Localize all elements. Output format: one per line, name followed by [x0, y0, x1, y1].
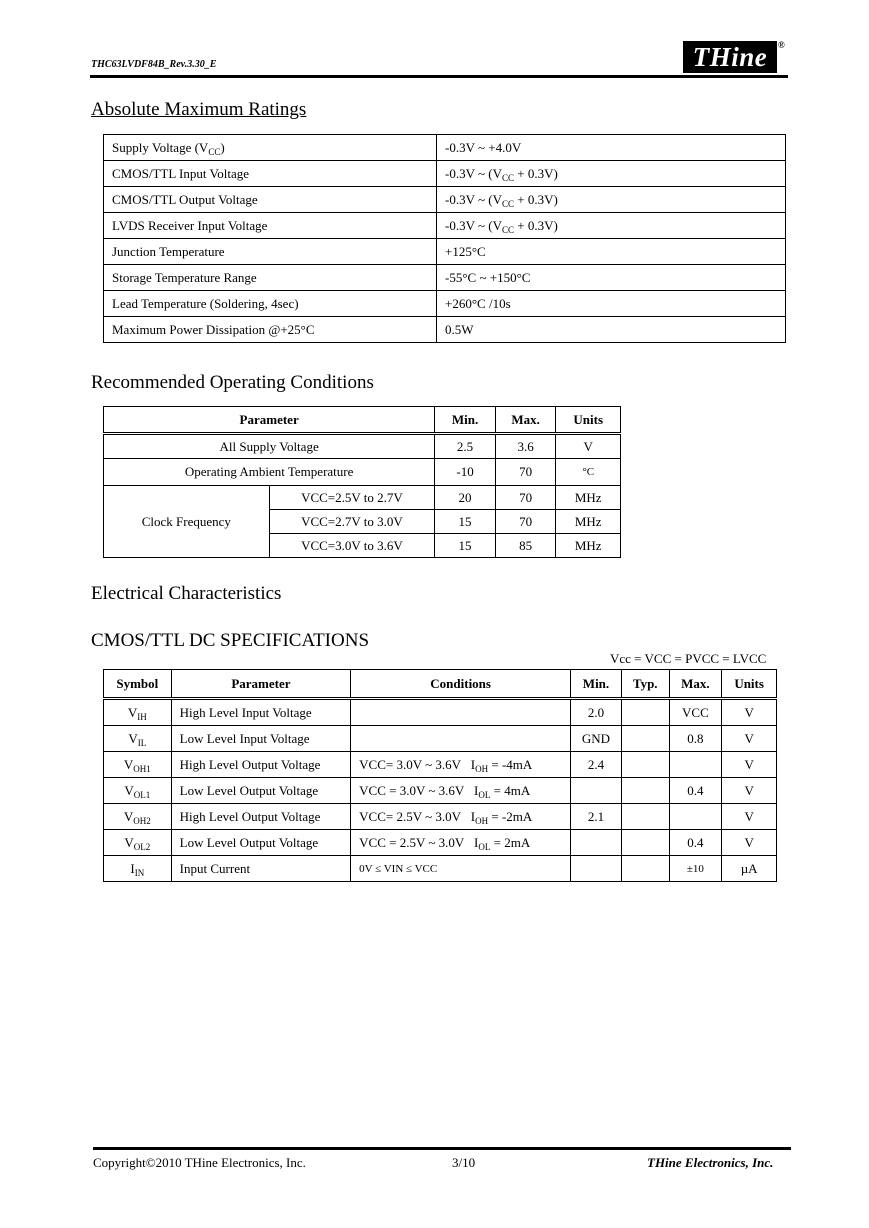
dc-header-max: Max.	[669, 670, 722, 699]
dc-typ	[621, 830, 669, 856]
abs-max-value-text: -0.3V ~ (V	[445, 191, 502, 207]
dc-conditions	[351, 752, 571, 778]
dc-conditions	[351, 778, 571, 804]
dc-conditions-text: 0V ≤ VIN ≤ VCC	[359, 862, 438, 875]
dc-symbol-text: V	[124, 782, 134, 798]
dc-typ	[621, 699, 669, 726]
roc-units: MHz	[556, 486, 621, 510]
dc-header-typ: Typ.	[621, 670, 669, 699]
abs-max-title: Absolute Maximum Ratings	[91, 99, 307, 120]
abs-max-value-text: 0.5W	[445, 321, 474, 337]
dc-conditions	[351, 804, 571, 830]
abs-max-value-text: +260°C /10s	[445, 295, 511, 311]
roc-min: -10	[435, 459, 496, 486]
registered-mark: ®	[778, 40, 785, 50]
roc-units: °C	[556, 459, 621, 486]
dc-symbol-text: V	[123, 808, 134, 824]
dc-row	[104, 804, 777, 830]
page-number: 3/10	[452, 1155, 476, 1170]
abs-max-label-text: Maximum Power Dissipation @+25°C	[112, 321, 315, 337]
dc-max: 0.4	[669, 830, 722, 856]
roc-header-parameter: Parameter	[104, 407, 435, 434]
abs-max-value-subscript: CC	[501, 172, 514, 183]
abs-max-label-suffix: )	[220, 139, 225, 155]
dc-max	[669, 752, 722, 778]
cmos-dc-title: CMOS/TTL DC SPECIFICATIONS	[91, 630, 370, 651]
abs-max-value-suffix: + 0.3V)	[514, 191, 558, 207]
roc-header-max: Max.	[495, 407, 556, 434]
company-name: THine Electronics, Inc.	[647, 1155, 774, 1170]
abs-max-row	[104, 135, 786, 161]
dc-symbol-text: V	[127, 704, 138, 720]
abs-max-label-subscript: CC	[208, 146, 221, 157]
elec-title: Electrical Characteristics	[91, 583, 282, 604]
dc-parameter: High Level Output Voltage	[171, 804, 350, 830]
dc-min: GND	[571, 726, 622, 752]
dc-units: V	[722, 804, 777, 830]
abs-max-value	[437, 135, 786, 161]
dc-symbol-subscript: OL2	[133, 841, 151, 852]
dc-row	[104, 778, 777, 804]
dc-symbol	[104, 752, 172, 778]
dc-max: 0.8	[669, 726, 722, 752]
roc-row-clock-1	[104, 486, 621, 510]
abs-max-label-text: Storage Temperature Range	[112, 269, 257, 285]
dc-typ	[621, 804, 669, 830]
abs-max-value	[437, 265, 786, 291]
roc-header-min: Min.	[435, 407, 496, 434]
abs-max-value	[437, 187, 786, 213]
roc-min: 15	[435, 534, 496, 558]
dc-min	[571, 856, 622, 882]
roc-header-units: Units	[556, 407, 621, 434]
dc-conditions-text: VCC = 3.0V ~ 3.6V	[359, 782, 465, 798]
dc-conditions-subscript: OH	[475, 763, 489, 774]
roc-cond: VCC=2.5V to 2.7V	[269, 486, 435, 510]
dc-conditions	[351, 726, 571, 752]
dc-conditions-suffix: = -4mA	[488, 756, 533, 772]
abs-max-value-text: -0.3V ~ (V	[445, 165, 502, 181]
dc-row	[104, 856, 777, 882]
dc-parameter: High Level Input Voltage	[171, 699, 350, 726]
dc-units: V	[722, 699, 777, 726]
dc-header-parameter: Parameter	[171, 670, 350, 699]
document-id: THC63LVDF84B_Rev.3.30_E	[91, 59, 217, 70]
roc-table	[103, 406, 621, 558]
roc-cond: VCC=3.0V to 3.6V	[269, 534, 435, 558]
dc-conditions-suffix: = -2mA	[488, 808, 533, 824]
roc-row-temp	[104, 459, 621, 486]
abs-max-label	[104, 135, 437, 161]
dc-typ	[621, 778, 669, 804]
dc-units: V	[722, 830, 777, 856]
dc-conditions-text: VCC = 2.5V ~ 3.0V	[359, 834, 465, 850]
abs-max-table	[103, 134, 786, 343]
abs-max-value-suffix: + 0.3V)	[514, 165, 558, 181]
dc-units: V	[722, 778, 777, 804]
abs-max-label-text: Junction Temperature	[112, 243, 225, 259]
dc-conditions-text: VCC= 3.0V ~ 3.6V	[359, 756, 462, 772]
dc-symbol	[104, 726, 172, 752]
dc-symbol-subscript: IH	[137, 711, 147, 722]
abs-max-row	[104, 161, 786, 187]
dc-units: V	[722, 726, 777, 752]
dc-header-min: Min.	[571, 670, 622, 699]
abs-max-label	[104, 187, 437, 213]
dc-max	[669, 804, 722, 830]
dc-header-row	[104, 670, 777, 699]
abs-max-row	[104, 265, 786, 291]
roc-max: 70	[495, 459, 556, 486]
dc-symbol-text: V	[128, 730, 138, 746]
dc-row	[104, 752, 777, 778]
abs-max-label	[104, 161, 437, 187]
dc-typ	[621, 752, 669, 778]
abs-max-value	[437, 291, 786, 317]
dc-parameter: Low Level Output Voltage	[171, 830, 350, 856]
header-divider	[90, 75, 788, 78]
roc-min: 2.5	[435, 434, 496, 459]
dc-header-symbol: Symbol	[104, 670, 172, 699]
abs-max-label	[104, 317, 437, 343]
dc-parameter: Input Current	[171, 856, 350, 882]
abs-max-value-subscript: CC	[501, 224, 514, 235]
roc-min: 15	[435, 510, 496, 534]
dc-symbol-text: I	[130, 860, 135, 876]
abs-max-label-text: LVDS Receiver Input Voltage	[112, 217, 268, 233]
dc-conditions-subscript: OL	[478, 789, 491, 800]
abs-max-value-text: -0.3V ~ +4.0V	[445, 139, 522, 155]
dc-conditions-current: I	[474, 834, 479, 850]
dc-conditions	[351, 856, 571, 882]
abs-max-label-text: CMOS/TTL Output Voltage	[112, 191, 258, 207]
dc-symbol-text: V	[124, 834, 134, 850]
roc-max: 85	[495, 534, 556, 558]
abs-max-value	[437, 161, 786, 187]
dc-symbol	[104, 830, 172, 856]
dc-conditions-current: I	[470, 808, 476, 824]
abs-max-row	[104, 291, 786, 317]
dc-conditions	[351, 830, 571, 856]
dc-parameter: Low Level Output Voltage	[171, 778, 350, 804]
roc-units: MHz	[556, 534, 621, 558]
roc-max: 70	[495, 486, 556, 510]
dc-conditions-current: I	[470, 756, 476, 772]
abs-max-value	[437, 213, 786, 239]
dc-units: µA	[722, 856, 777, 882]
dc-min: 2.0	[571, 699, 622, 726]
copyright-text: Copyright©2010 THine Electronics, Inc.	[93, 1155, 306, 1170]
roc-units: MHz	[556, 510, 621, 534]
dc-symbol-subscript: OH1	[133, 763, 151, 774]
roc-cond: VCC=2.7V to 3.0V	[269, 510, 435, 534]
dc-row	[104, 699, 777, 726]
dc-conditions-suffix: = 2mA	[490, 834, 531, 850]
footer-divider	[93, 1147, 791, 1150]
dc-row	[104, 726, 777, 752]
roc-param: Operating Ambient Temperature	[104, 459, 435, 486]
dc-spec-table	[103, 669, 777, 882]
roc-param: All Supply Voltage	[104, 434, 435, 459]
abs-max-label-text: Supply Voltage (V	[112, 139, 209, 155]
abs-max-row	[104, 317, 786, 343]
dc-conditions-suffix: = 4mA	[490, 782, 531, 798]
dc-symbol	[104, 699, 172, 726]
dc-min	[571, 830, 622, 856]
dc-symbol-subscript: IN	[134, 867, 145, 878]
dc-max: VCC	[669, 699, 722, 726]
abs-max-row	[104, 239, 786, 265]
dc-max: ±10	[669, 856, 722, 882]
dc-min	[571, 778, 622, 804]
dc-symbol	[104, 856, 172, 882]
abs-max-value-suffix: + 0.3V)	[514, 217, 558, 233]
abs-max-value	[437, 317, 786, 343]
dc-symbol-subscript: OL1	[133, 789, 151, 800]
dc-symbol	[104, 778, 172, 804]
abs-max-value-text: -55°C ~ +150°C	[445, 269, 531, 285]
dc-min: 2.4	[571, 752, 622, 778]
abs-max-value-subscript: CC	[501, 198, 514, 209]
dc-symbol-subscript: IL	[137, 737, 147, 748]
roc-header-row	[104, 407, 621, 434]
roc-units: V	[556, 434, 621, 459]
roc-max: 70	[495, 510, 556, 534]
dc-conditions-subscript: OL	[478, 841, 491, 852]
dc-symbol-text: V	[123, 756, 134, 772]
dc-row	[104, 830, 777, 856]
abs-max-label	[104, 265, 437, 291]
dc-min: 2.1	[571, 804, 622, 830]
dc-parameter: Low Level Input Voltage	[171, 726, 350, 752]
roc-clock-param: Clock Frequency	[104, 486, 270, 558]
dc-typ	[621, 856, 669, 882]
dc-max: 0.4	[669, 778, 722, 804]
dc-parameter: High Level Output Voltage	[171, 752, 350, 778]
dc-symbol	[104, 804, 172, 830]
dc-conditions	[351, 699, 571, 726]
dc-header-units: Units	[722, 670, 777, 699]
dc-units: V	[722, 752, 777, 778]
roc-row-supply	[104, 434, 621, 459]
abs-max-label	[104, 213, 437, 239]
abs-max-row	[104, 187, 786, 213]
dc-conditions-subscript: OH	[475, 815, 489, 826]
abs-max-label-text: Lead Temperature (Soldering, 4sec)	[112, 295, 299, 311]
abs-max-label	[104, 291, 437, 317]
dc-symbol-subscript: OH2	[133, 815, 151, 826]
abs-max-label	[104, 239, 437, 265]
dc-conditions-text: VCC= 2.5V ~ 3.0V	[359, 808, 462, 824]
vcc-note: Vcc = VCC = PVCC = LVCC	[610, 651, 767, 666]
roc-title: Recommended Operating Conditions	[91, 372, 374, 393]
dc-header-conditions: Conditions	[351, 670, 571, 699]
abs-max-value-text: -0.3V ~ (V	[445, 217, 502, 233]
roc-max: 3.6	[495, 434, 556, 459]
thine-logo: THine	[683, 41, 777, 73]
abs-max-value	[437, 239, 786, 265]
dc-typ	[621, 726, 669, 752]
abs-max-label-text: CMOS/TTL Input Voltage	[112, 165, 249, 181]
abs-max-value-text: +125°C	[445, 243, 486, 259]
dc-conditions-current: I	[474, 782, 479, 798]
abs-max-row	[104, 213, 786, 239]
roc-min: 20	[435, 486, 496, 510]
